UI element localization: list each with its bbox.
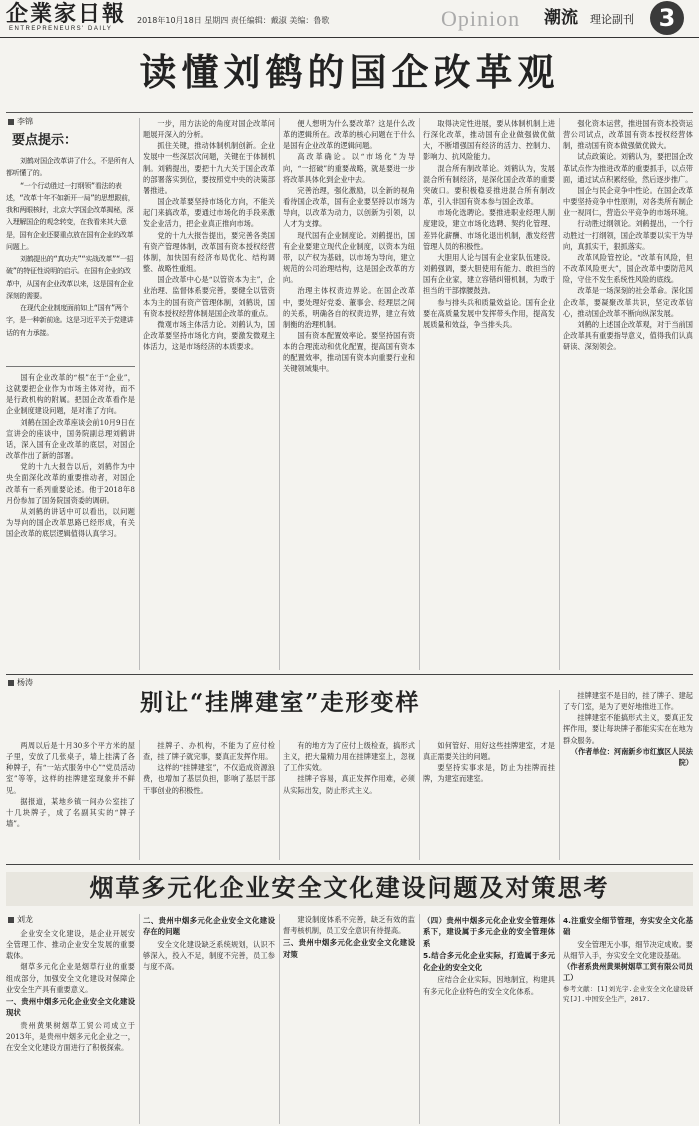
section-heading: 二、贵州中烟多元化企业安全文化建设存在的问题: [143, 916, 275, 937]
column-rule: [559, 118, 560, 670]
paragraph: 刘鹤的上述国企改革观，对于当前国企改革具有重要指导意义，值得我们认真研读、深刻领会。: [563, 319, 693, 352]
author-marker-icon: [8, 119, 14, 125]
paragraph: 便人想明为什么要改革？这是什么改革的逻辑所在。改革的核心问题在于什么是国有企业改革的逻辑问题。: [283, 119, 415, 151]
paragraph: 挂牌子容易，真正发挥作用难，必须从实际出发，防止形式主义。: [283, 774, 415, 795]
paragraph: 国企与民企竞争中性论。在国企改革中要坚持竞争中性原则，对各类所有制企业一视同仁，营造公平竞争的市场环境。: [563, 185, 693, 218]
article1-col4: [423, 118, 555, 670]
byline: （作者系贵州黄果树烟草工贸有限公司员工）: [563, 962, 693, 983]
column-rule: [419, 914, 420, 1124]
divider: [6, 864, 693, 865]
author-marker-icon: [8, 680, 14, 686]
paragraph: 如何管好、用好这些挂牌建室，才是真正需要关注的问题。: [423, 741, 555, 762]
article2-author: [8, 677, 33, 689]
key-points-title: 要点提示：: [12, 133, 78, 148]
column-rule: [419, 118, 420, 670]
paragraph: 国有资本配置效率论。要坚持国有资本的合理流动和优化配置，提高国有资本的配置效率，推动国有资本向重要行业和关键领域集中。: [283, 330, 415, 374]
article2-col2: [143, 740, 275, 860]
article3-title: 烟草多元化企业安全文化建设问题及对策思考: [89, 873, 610, 902]
column-rule: [559, 690, 560, 860]
key-point: “一个行动胜过一打纲领”看法的表述，“改革十年不如新开一局”的思想跟前，我和两眼核时，北京大学国企改革揭秘，深入理解国企的观念转变，在我看来其大意是，国有企业还要重点放在国有企业的改革问题上。: [6, 181, 135, 251]
paragraph: 贵州黄果树烟草工贸公司成立于2013年，是贵州中烟多元化企业之一，在安全文化建设方面进行了积极探索。: [6, 1020, 135, 1053]
key-point: 刘鹤对国企改革讲了什么，不是所有人都听懂了的。: [6, 157, 134, 178]
paragraph: 治理主体权责边界论。在国企改革中，要处理好党委、董事会、经理层之间的关系，明确各自的权责边界，建立有效制衡的治理机制。: [283, 286, 415, 329]
paragraph: 改革是一场深刻的社会革命。深化国企改革，要凝聚改革共识，坚定改革信心，推动国企改革不断向纵深发展。: [563, 286, 693, 318]
paragraph: 挂牌建室不能搞形式主义，要真正发挥作用，要让每块牌子都能实实在在地为群众服务。: [563, 713, 693, 745]
paragraph: 挂牌建室不是目的，挂了牌子、建起了专门室，是为了更好地推进工作。: [563, 691, 693, 712]
author-name: 杨涛: [17, 678, 33, 687]
section-heading: 5.结合多元化企业实际，打造属于多元化企业的安全文化: [423, 951, 555, 972]
key-points-box: [6, 131, 135, 367]
paragraph: 大胆用人论与国有企业家队伍建设。刘鹤强调，要大胆使用有能力、敢担当的国有企业家，建立容错纠错机制，为敢于担当的干部撑腰鼓劲。: [423, 252, 555, 296]
column-rule: [559, 914, 560, 1124]
article3-col5: [563, 914, 693, 1124]
references: 参考文献：[1]刘光宇.企业安全文化建设研究[J].中国安全生产，2017.: [563, 984, 693, 1003]
section-heading: 三、贵州中烟多元化企业安全文化建设对策: [283, 938, 415, 959]
column-rule: [279, 118, 280, 670]
article1-col1: [6, 372, 135, 672]
article2-col3: [283, 740, 415, 860]
page-number-badge: 3: [650, 1, 684, 35]
paragraph: 有的地方为了应付上级检查，搞形式主义，把大量精力用在挂牌建室上，忽视了工作实效。: [283, 741, 415, 773]
column-rule: [139, 914, 140, 1124]
page-header: [0, 0, 699, 38]
paragraph: 国企改革要坚持市场化方向，不能关起门来搞改革，要通过市场化的手段来激发企业活力，把企业真正推向市场。: [143, 197, 275, 229]
article2-title: 别让“挂牌建室”走形变样: [140, 689, 421, 716]
column-rule: [139, 740, 140, 860]
article2-col1: [6, 740, 135, 860]
article2-col4: [423, 740, 555, 860]
article3-author: [8, 914, 33, 926]
masthead-en: ENTREPRENEURS' DAILY: [9, 26, 113, 32]
paragraph: 要坚持实事求是，防止为挂牌而挂牌，为建室而建室。: [423, 763, 555, 784]
author-name: 刘龙: [17, 915, 33, 924]
paragraph: 刘鹤在国企改革座谈会前10月9日在宣讲会的座谈中，国务院副总理刘鹤讲话，深入国有企业改革的底层，对国企改革作出了新的部署。: [6, 417, 135, 461]
key-point: 在现代企业制度面前如上“国有”两个字，是一种新前途。这是习近平关于党建讲话的有力承接。: [6, 304, 134, 337]
paragraph: 两周以后是十月30多个平方米的屋子里，安放了几张桌子，墙上挂满了各种牌子，有“一站式服务中心”“党员活动室”等等，这样的挂牌建室现象并不鲜见。: [6, 741, 135, 795]
article2-col5: [563, 690, 693, 860]
paragraph: 试点政策论。刘鹤认为，要把国企改革试点作为推进改革的重要抓手，以点带面，通过试点积累经验，然后逐步推广。: [563, 152, 693, 184]
section-heading: 一、贵州中烟多元化企业安全文化建设现状: [6, 996, 135, 1018]
paragraph: 国有企业改革的“根”在于“企业”，这就要把企业作为市场主体对待，而不是行政机构的附属。把国企改革看作是企业制度建设问题，是对准了方向。: [6, 373, 135, 416]
section-heading: （四）贵州中烟多元化企业安全管理体系下，建设属于多元企业的安全管理体系: [423, 916, 555, 948]
article3-col4: [423, 914, 555, 1124]
key-point: 刘鹤提出的“真功夫”“实战改革”“一招破”的特征性说明的启示。在国有企业的改革中，从国有企业改革以来，这是国有企业深刻的需要。: [6, 255, 134, 300]
column-rule: [139, 118, 140, 670]
paragraph: 高改革确论。以“市场化”为导向，“一招破”的重要战略，就是要进一步将改革具体化到企业中去。: [283, 152, 415, 184]
article1-col5: [563, 118, 693, 670]
article3-col2: [143, 914, 275, 1124]
paragraph: 挂牌子、办机构，不能为了应付检查，挂了牌子就完事，要真正发挥作用。: [143, 741, 275, 762]
paragraph: 抓住关键，推动体制机制创新。企业发展中一些深层次问题，关键在于体制机制。刘鹤提出，要把十九大关于国企改革的部署落实到位，要按照党中央的决策部署推进。: [143, 141, 275, 195]
paragraph: 企业安全文化建设，是企业开展安全管理工作、推动企业安全发展的重要载体。: [6, 929, 135, 961]
paragraph: 建设制度体系不完善，缺乏有效的监督考核机制，员工安全意识有待提高。: [283, 915, 415, 936]
article1-col3: [283, 118, 415, 670]
paragraph: 应结合企业实际，因地制宜，构建具有多元化企业特色的安全文化体系。: [423, 975, 555, 996]
article3-col3: [283, 914, 415, 1124]
paragraph: 微观市场主体活力论。刘鹤认为，国企改革要坚持市场化方向，要激发微观主体活力，这是市场经济的本质要求。: [143, 319, 275, 352]
masthead: 企業家日報: [6, 1, 127, 27]
paragraph: 混合所有制改革论。刘鹤认为，发展混合所有制经济，是深化国企改革的重要突破口。要积极稳妥推进混合所有制改革，引入非国有资本参与国企改革。: [423, 163, 555, 207]
column-rule: [279, 740, 280, 860]
paragraph: 一步，用方法论的角度对国企改革问题展开深入的分析。: [143, 119, 275, 140]
paragraph: 现代国有企业制度论。刘鹤提出，国有企业要建立现代企业制度，以资本为纽带，以产权为基础，以市场为导向，建立规范的公司治理结构，这是国企改革的方向。: [283, 230, 415, 285]
author-name: 李锦: [17, 117, 33, 126]
section-cn: 潮流: [544, 8, 578, 28]
issue-info: 2018年10月18日 星期四 责任编辑：戴淑 美编：鲁歌: [137, 16, 330, 25]
paragraph: 党的十九大报告以后，刘鹤作为中央全面深化改革的重要推动者，对国企改革有一系列重要论述。他于2018年8月份参加了国务院国资委的调研。: [6, 462, 135, 505]
paragraph: 烟草多元化企业是烟草行业的重要组成部分，加强安全文化建设对保障企业安全生产具有重要意义。: [6, 962, 135, 994]
paragraph: 党的十九大报告提出，要完善各类国有资产管理体制，改革国有资本授权经营体制，加快国有经济布局优化、结构调整、战略性重组。: [143, 230, 275, 274]
section-en: Opinion: [441, 6, 521, 31]
paragraph: 强化资本运营，推进国有资本投资运营公司试点，改革国有资本授权经营体制，推动国有资本做强做优做大。: [563, 119, 693, 151]
column-rule: [279, 914, 280, 1124]
section-heading: 4.注重安全细节管理，夯实安全文化基础: [563, 916, 693, 937]
section-sub: 理论副刊: [590, 13, 634, 26]
article1-author: [8, 116, 33, 128]
paragraph: 国企改革中心是“以管资本为主”，企业治理、监督体系要完善，要健全以管资本为主的国有资产管理体制，刘鹤说，国有资本授权经营体制是国企改革的重点。: [143, 275, 275, 318]
paragraph: 取得决定性进展，要从体制机制上进行深化改革，推动国有企业做强做优做大，不断增强国有经济的活力、控制力、影响力、抗风险能力。: [423, 119, 555, 162]
divider: [6, 112, 693, 113]
paragraph: 参与排头兵和质量效益论。国有企业要在高质量发展中发挥带头作用，提高发展质量和效益，争当排头兵。: [423, 297, 555, 329]
paragraph: 市场化选聘论。要推进职业经理人制度建设，建立市场化选聘、契约化管理、差异化薪酬、市场化退出机制，激发经营管理人员的积极性。: [423, 208, 555, 251]
paragraph: 行动胜过纲领论。刘鹤提出，一个行动胜过一打纲领，国企改革要以实干为导向，真抓实干，狠抓落实。: [563, 219, 693, 251]
article3-col1: [6, 928, 135, 1124]
paragraph: 从刘鹤的讲话中可以看出，以问题为导向的国企改革思路已经形成，有关国企改革的底层逻辑值得认真学习。: [6, 506, 135, 539]
paragraph: 这样的“挂牌建室”，不仅造成资源浪费，也增加了基层负担，影响了基层干部干事创业的积极性。: [143, 763, 275, 795]
paragraph: 安全管理无小事，细节决定成败。要从细节入手，夯实安全文化建设基础。: [563, 939, 693, 961]
byline: （作者单位：河南新乡市红旗区人民法院）: [570, 746, 693, 767]
divider: [6, 674, 693, 675]
article1-col2: [143, 118, 275, 670]
column-rule: [419, 740, 420, 860]
paragraph: 据报道，某地乡镇一间办公室挂了十几块牌子，成了名副其实的“牌子墙”。: [6, 796, 135, 829]
paragraph: 安全文化建设缺乏系统规划，认识不够深入，投入不足，制度不完善，员工参与度不高。: [143, 939, 275, 972]
paragraph: 完善治理，强化激励，以全新的视角看待国企改革，国有企业要坚持以市场为导向，以改革为动力，以创新为引领，以人才为支撑。: [283, 185, 415, 229]
article1-title: 读懂刘鹤的国企改革观: [139, 50, 560, 94]
author-marker-icon: [8, 917, 14, 923]
paragraph: 改革风险管控论。“改革有风险，但不改革风险更大”，国企改革中要防范风险，守住不发生系统性风险的底线。: [563, 252, 693, 285]
